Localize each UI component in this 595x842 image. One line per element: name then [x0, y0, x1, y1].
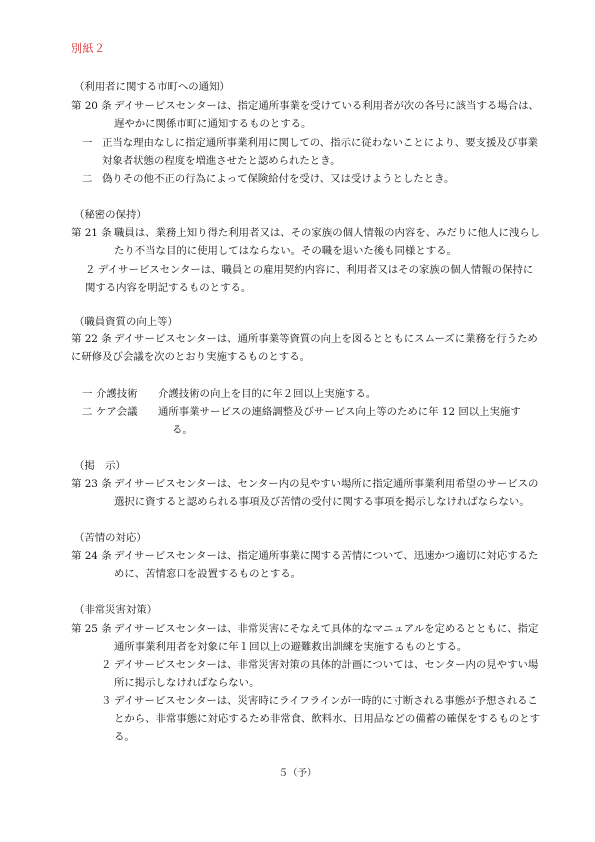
program-label: ケア会議 — [96, 406, 138, 418]
program-item-1 — [82, 387, 376, 402]
article-25-para-2-cont: 所に掲示しなければならない。 — [114, 677, 260, 689]
article-25-para-3-cont-1: とから、非常事態に対応するため非常食、飲料水、日用品などの備蓄の確保をするものとす — [114, 713, 541, 725]
article-20-number: 第 20 条 — [71, 100, 112, 112]
para-text: デイサービスセンターは、災害時にライフラインが一時的に寸断される事態が予想されるこ — [114, 695, 538, 707]
program-text: 介護技術の向上を目的に年２回以上実施する。 — [158, 388, 377, 400]
program-label: 介護技術 — [96, 388, 138, 400]
section-heading-disaster: （非常災害対策） — [74, 604, 158, 616]
item-number: 二 — [82, 406, 93, 418]
item-number: 一 — [82, 137, 93, 149]
article-20-item-2 — [82, 172, 454, 187]
article-20-item-1-cont: 対象者状態の程度を増進させたと認められたとき。 — [102, 155, 341, 167]
article-22-text-2: に研修及び会議を次のとおり実施するものとする。 — [71, 351, 310, 363]
para-text: デイサービスセンターは、非常災害対策の具体的計画については、センター内の見やすい場 — [114, 659, 539, 671]
article-20-item-1 — [82, 136, 538, 151]
section-heading-notify: （利用者に関する市町への通知） — [74, 81, 230, 93]
article-20-text-1: デイサービスセンターは、指定通所事業を受けている利用者が次の各号に該当する場合は、 — [114, 100, 539, 112]
article-21-text-2: たり不当な目的に使用してはならない。その職を退いた後も同様とする。 — [114, 245, 457, 257]
article-24-number: 第 24 条 — [71, 550, 112, 562]
article-23-text-1: デイサービスセンターは、センター内の見やすい場所に指定通所事業利用希望のサービスの — [114, 478, 539, 490]
para-number: ３ — [101, 695, 112, 707]
item-number: 一 — [82, 388, 93, 400]
article-25-text-1: デイサービスセンターは、非常災害にそなえて具体的なマニュアルを定めるとともに、指定 — [114, 623, 539, 635]
section-heading-secret: （秘密の保持） — [74, 209, 147, 221]
item-text: 偽りその他不正の行為によって保険給付を受け、又は受けようとしたとき。 — [102, 173, 455, 185]
item-number: 二 — [82, 173, 93, 185]
article-23-number: 第 23 条 — [71, 478, 112, 490]
para-number: ２ — [101, 659, 112, 671]
article-25-line-1 — [71, 622, 538, 637]
article-21-para-2-cont: 関する内容を明記するものとする。 — [85, 282, 252, 294]
article-24-line-1 — [71, 549, 538, 564]
item-text: 正当な理由なしに指定通所事業利用に関しての、指示に従わないことにより、要支援及び事業 — [102, 137, 538, 149]
article-21-para-2 — [85, 263, 533, 278]
article-25-number: 第 25 条 — [71, 623, 112, 635]
attachment-label: 別紙２ — [71, 42, 106, 55]
article-21-number: 第 21 条 — [71, 227, 112, 239]
program-text: 通所事業サービスの連絡調整及びサービス向上等のために年 12 回以上実施す — [158, 406, 521, 418]
article-21-line-1 — [71, 226, 540, 241]
program-item-2-cont: る。 — [172, 424, 193, 436]
article-22-number: 第 22 条 — [71, 333, 112, 345]
article-25-text-2: 通所事業利用者を対象に年１回以上の避難救出訓練を実施するものとする。 — [114, 641, 468, 653]
article-21-text-1: 職員は、業務上知り得た利用者又は、その家族の個人情報の内容を、みだりに他人に洩らし — [114, 227, 541, 239]
section-heading-quality: （職員資質の向上等） — [74, 316, 178, 328]
article-25-para-3-cont-2: る。 — [114, 731, 135, 743]
article-25-para-3 — [101, 694, 538, 709]
article-23-line-1 — [71, 477, 538, 492]
article-23-text-2: 選択に資すると認められる事項及び苦情の受付に関する事項を掲示しなければならない。 — [114, 496, 530, 508]
article-22-text-1: デイサービスセンターは、通所事業等資質の向上を図るとともにスムーズに業務を行うため — [114, 333, 538, 345]
article-22-line-1 — [71, 332, 538, 347]
section-heading-complaint: （苦情の対応） — [74, 532, 147, 544]
program-item-2 — [82, 405, 521, 420]
para-number: ２ — [85, 264, 96, 276]
article-25-para-2 — [101, 658, 538, 673]
article-20-text-2: 遅やかに関係市町に通知するものとする。 — [114, 118, 312, 130]
article-24-text-2: めに、苦情窓口を設置するものとする。 — [114, 568, 302, 580]
para-text: デイサービスセンターは、職員との雇用契約内容に、利用者又はその家族の個人情報の保持に — [98, 264, 534, 276]
section-heading-notice: （掲 示） — [74, 460, 126, 472]
article-24-text-1: デイサービスセンターは、指定通所事業に関する苦情について、迅速かつ適切に対応するた — [114, 550, 539, 562]
article-20-line-1 — [71, 99, 539, 114]
page-number: ５（予） — [278, 768, 317, 779]
